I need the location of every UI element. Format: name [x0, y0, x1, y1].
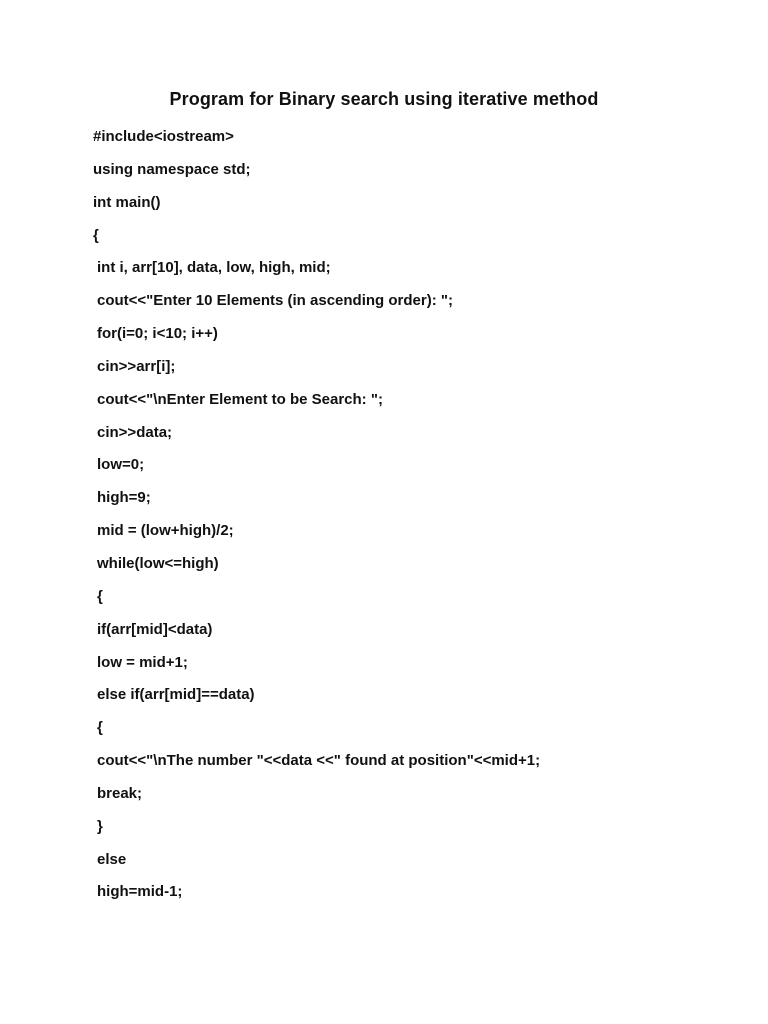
code-line: while(low<=high) [97, 554, 219, 572]
code-line: int main() [93, 193, 161, 211]
code-line: cin>>data; [97, 423, 173, 441]
code-line: cout<<"\nEnter Element to be Search: "; [97, 390, 383, 408]
code-line: cout<<"Enter 10 Elements (in ascending order): "; [97, 292, 453, 310]
code-line: mid = (low+high)/2; [97, 522, 234, 540]
code-line: cout<<"\nThe number "<<data <<" found at position"<<mid+1; [97, 752, 541, 770]
code-line: break; [97, 784, 143, 802]
code-line: { [97, 719, 103, 737]
code-line: low = mid+1; [97, 653, 188, 671]
code-line: { [97, 587, 103, 605]
code-line: for(i=0; i<10; i++) [97, 325, 218, 343]
code-line: else if(arr[mid]==data) [97, 686, 255, 704]
code-line: { [93, 226, 99, 244]
page-title: Program for Binary search using iterative method [169, 89, 599, 109]
code-line: int i, arr[10], data, low, high, mid; [97, 259, 331, 277]
code-line: low=0; [97, 456, 145, 474]
code-line: cin>>arr[i]; [97, 357, 176, 375]
code-line: else [97, 850, 127, 868]
code-line: if(arr[mid]<data) [97, 620, 213, 638]
code-line: high=mid-1; [97, 883, 183, 901]
code-line: using namespace std; [93, 160, 251, 178]
code-line: } [97, 817, 103, 835]
code-line: #include<iostream> [93, 128, 234, 145]
code-line: high=9; [97, 489, 151, 507]
code-listing [93, 126, 733, 914]
